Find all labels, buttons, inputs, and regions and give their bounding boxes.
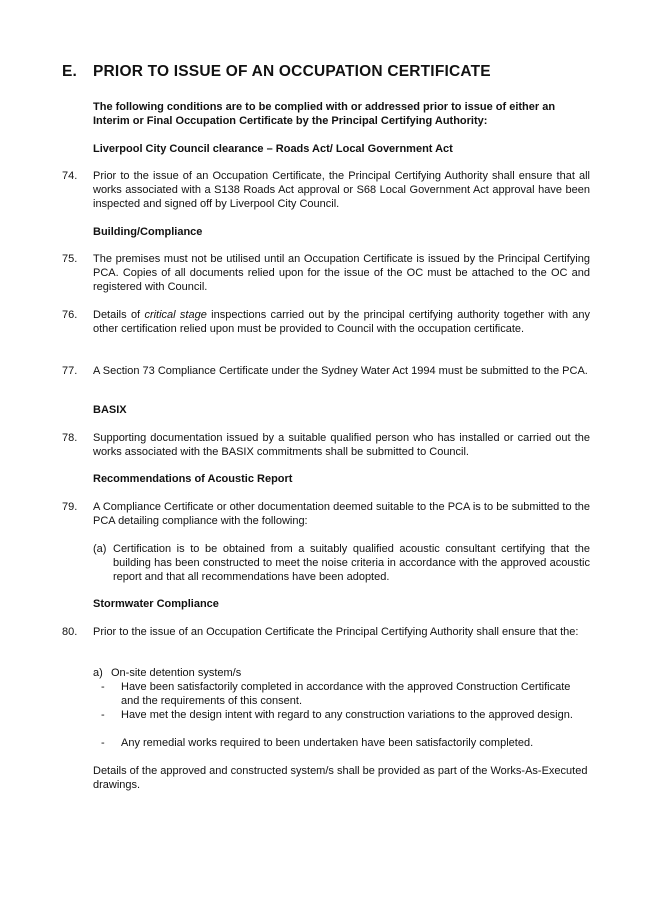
bullet-dash: - [101,737,105,749]
stormwater-bullet: Any remedial works required to been undertaken have been satisfactorily completed. [121,737,534,749]
condition-75-text: The premises must not be utilised until an Occupation Certificate is issued by the Principal Certifying PCA. Copies of all documents relied upon for the issue of the OC must be attached to the OC and registered with Council. [93,253,590,293]
stormwater-item-text: On-site detention system/s [111,667,242,679]
closing-paragraph: Details of the approved and constructed system/s shall be provided as part of the Works-As-Executed drawings. [93,765,588,791]
condition-79-number: 79. [62,501,78,513]
subheading-acoustic: Recommendations of Acoustic Report [93,473,293,485]
condition-74-text: Prior to the issue of an Occupation Certificate, the Principal Certifying Authority shall ensure that all works associated with a S138 Roads Act approval or S68 Local Government Act approval have been inspected and signed off by Liverpool City Council. [93,170,590,210]
acoustic-item-label: (a) [93,543,107,555]
condition-76-text-start: Details of [93,309,145,321]
condition-80-number: 80. [62,626,78,638]
subheading-roads: Liverpool City Council clearance – Roads Act/ Local Government Act [93,143,453,155]
condition-76-text-end: inspections carried out by the principal certifying authority together with any other certification relied upon must be provided to Council with the occupation certificate. [93,309,590,335]
condition-76-italic-term: critical stage [144,309,207,321]
condition-77-text: A Section 73 Compliance Certificate under the Sydney Water Act 1994 must be submitted to the PCA. [93,365,588,377]
condition-76-number: 76. [62,309,78,321]
subheading-basix: BASIX [93,404,127,416]
stormwater-bullet: Have met the design intent with regard to any construction variations to the approved design. [121,709,573,721]
intro-paragraph: The following conditions are to be complied with or addressed prior to issue of either an Interim or Final Occupation Certificate by the Principal Certifying Authority: [93,101,556,127]
section-title: PRIOR TO ISSUE OF AN OCCUPATION CERTIFICATE [93,63,491,80]
condition-75-number: 75. [62,253,78,265]
condition-77-number: 77. [62,365,78,377]
condition-80-text: Prior to the issue of an Occupation Certificate the Principal Certifying Authority shall ensure that the: [93,626,579,638]
condition-76-text [93,308,590,336]
condition-78-text: Supporting documentation issued by a suitable qualified person who has installed or carried out the works associated with the BASIX commitments shall be submitted to Council. [93,432,590,458]
condition-74-number: 74. [62,170,78,182]
stormwater-bullet: Have been satisfactorily completed in accordance with the approved Construction Certificate and the requirements of this consent. [121,681,571,707]
bullet-dash: - [101,681,105,693]
section-letter: E. [62,63,78,80]
condition-78-number: 78. [62,432,78,444]
subheading-building: Building/Compliance [93,226,203,238]
stormwater-item-label: a) [93,667,103,679]
acoustic-item-text: Certification is to be obtained from a suitably qualified acoustic consultant certifying that the building has been constructed to meet the noise criteria in accordance with the approved acoustic report and that all recommendations have been adopted. [113,543,590,583]
condition-79-text: A Compliance Certificate or other documentation deemed suitable to the PCA is to be submitted to the PCA detailing compliance with the following: [93,501,590,527]
subheading-stormwater: Stormwater Compliance [93,598,219,610]
bullet-dash: - [101,709,105,721]
